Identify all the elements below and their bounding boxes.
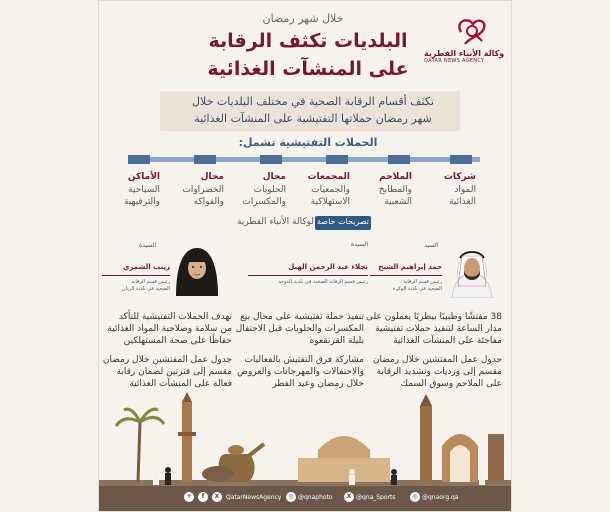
person-rank: السيدة bbox=[351, 241, 368, 248]
statement-line: 38 مفتشًا وطبيبًا بيطريًا يعملون على bbox=[366, 312, 502, 322]
name-underline bbox=[102, 275, 170, 276]
telegram-icon[interactable]: ✈ bbox=[184, 492, 194, 502]
statement-line: تنفيذ حملة تفتيشية على محال بيع bbox=[240, 312, 364, 322]
person-role: رئيس قسم الرقابة الصحية في بلدية الدوحة bbox=[278, 279, 368, 285]
person-rank: السيدة bbox=[139, 242, 156, 249]
statements-badge-text: تصريحات خاصة bbox=[317, 217, 369, 226]
infographic-card bbox=[98, 0, 512, 512]
timeline-marker bbox=[450, 155, 472, 164]
facebook-icon[interactable]: f bbox=[198, 492, 208, 502]
person-role: رئيس قسم الرقابة bbox=[403, 279, 442, 285]
campaign-line: والفواكه bbox=[193, 197, 224, 207]
statement-line: المكسرات والحلويات قبل الاحتفال bbox=[235, 324, 364, 334]
statement-line: حفاظًا على صحة المستهلكين bbox=[123, 336, 232, 346]
statements-agency: لوكالة الأنباء القطرية bbox=[236, 217, 314, 227]
statement-line: فعالة على المنشآت الغذائية bbox=[129, 379, 232, 389]
qna-logo-icon bbox=[453, 14, 491, 48]
instagram-icon[interactable]: ◎ bbox=[410, 492, 420, 502]
statement-line: مشاركة فرق التفتيش بالفعاليات bbox=[244, 355, 364, 365]
campaign-line: الحلويات bbox=[253, 185, 286, 195]
footer-handle-photo[interactable]: @qnaphoto bbox=[298, 494, 333, 501]
footer-handle-main[interactable]: QatarNewsAgency bbox=[226, 494, 282, 501]
man-portrait-icon bbox=[448, 246, 496, 298]
campaign-title: الملاحم bbox=[379, 172, 412, 182]
campaign-line: والترفيهية bbox=[124, 197, 160, 207]
statement-line: جدول عمل المفتشين خلال رمضان bbox=[372, 355, 502, 365]
statement-line: على الملاحم وسوق السمك bbox=[400, 379, 502, 389]
campaign-line: الاستهلاكية bbox=[310, 197, 350, 207]
campaign-line: الخضراوات bbox=[182, 185, 224, 195]
statement-line: مقسم إلى ورديات وتشديد الرقابة bbox=[376, 367, 502, 377]
campaign-line: المواد bbox=[454, 185, 476, 195]
campaign-title: شركات bbox=[443, 172, 476, 182]
statement-line: مفاجئة على المنشآت الغذائية bbox=[393, 336, 502, 346]
person-name: حمد إبراهيم الشيخ bbox=[378, 263, 442, 271]
campaigns-heading: الحملات التفتيشية تشمل: bbox=[238, 136, 378, 149]
campaigns-timeline bbox=[128, 157, 480, 162]
campaign-line: والجمعيات bbox=[311, 185, 350, 195]
campaign-line: الشعبية bbox=[384, 197, 412, 207]
statement-line: جدول عمل المفتشين خلال رمضان bbox=[102, 355, 232, 365]
campaign-line: السياحية bbox=[128, 185, 160, 195]
timeline-marker bbox=[128, 155, 150, 164]
campaign-title: محال bbox=[262, 172, 286, 182]
intro-line-1: تكثف أقسام الرقابة الصحية في مختلف البلديات خلال bbox=[192, 95, 434, 108]
campaign-title: المجمعات bbox=[307, 172, 350, 182]
timeline-marker bbox=[260, 155, 282, 164]
statement-line: والاحتفالات والمهرجانات والعروض bbox=[237, 367, 364, 377]
person-role: الصحية في بلدية الريان bbox=[122, 286, 170, 292]
x-twitter-icon[interactable]: X bbox=[344, 492, 354, 502]
person-name: زينب الشمري bbox=[123, 263, 170, 271]
footer-handle-sports[interactable]: @qna_Sports bbox=[356, 494, 396, 501]
instagram-icon[interactable]: ◎ bbox=[286, 492, 296, 502]
statement-line: بليلة القرنقعوه bbox=[309, 336, 364, 346]
campaign-title: الأماكن bbox=[127, 172, 160, 182]
person-name: نجلاء عبد الرحمن الهيل bbox=[288, 263, 368, 271]
timeline-marker bbox=[194, 155, 216, 164]
statement-line: خلال رمضان وعيد الفطر bbox=[272, 379, 364, 389]
footer-handle-org[interactable]: @qnaorg.qa bbox=[422, 494, 459, 501]
timeline-marker bbox=[388, 155, 410, 164]
logo-arabic-text: وكالة الأنباء القطرية bbox=[424, 49, 505, 58]
statement-line: مقسم إلى فترتين لضمان رقابة bbox=[116, 367, 232, 377]
campaign-title: محال bbox=[200, 172, 224, 182]
timeline-marker bbox=[326, 155, 348, 164]
name-underline bbox=[370, 275, 442, 276]
person-rank: السيد bbox=[424, 242, 438, 249]
x-twitter-icon[interactable]: X bbox=[212, 492, 222, 502]
title-line-1: البلديات تكثف الرقابة bbox=[208, 30, 408, 52]
statement-line: مدار الساعة لتنفيذ حملات تفتيشية bbox=[375, 324, 502, 334]
title-line-2: على المنشآت الغذائية bbox=[207, 58, 409, 80]
name-underline bbox=[248, 275, 368, 276]
intro-line-2: شهر رمضان حملاتها التفتيشية على المنشآت الغذائية bbox=[194, 112, 432, 125]
person-role: رئيس قسم الرقابة bbox=[131, 279, 170, 285]
person-role: الصحية في بلدية الوكرة bbox=[393, 286, 442, 292]
woman-portrait-icon bbox=[174, 244, 220, 296]
campaign-line: والمطابخ bbox=[378, 185, 412, 195]
statement-line: تهدف الحملات التفتيشية للتأكد bbox=[118, 312, 232, 322]
header-kicker: خلال شهر رمضان bbox=[262, 12, 344, 25]
statement-line: من سلامة وصلاحية المواد الغذائية bbox=[107, 324, 232, 334]
logo-english-text: QATAR NEWS AGENCY bbox=[424, 58, 485, 64]
campaign-line: الغذائية bbox=[449, 197, 476, 207]
campaign-line: والمكسرات bbox=[242, 197, 286, 207]
